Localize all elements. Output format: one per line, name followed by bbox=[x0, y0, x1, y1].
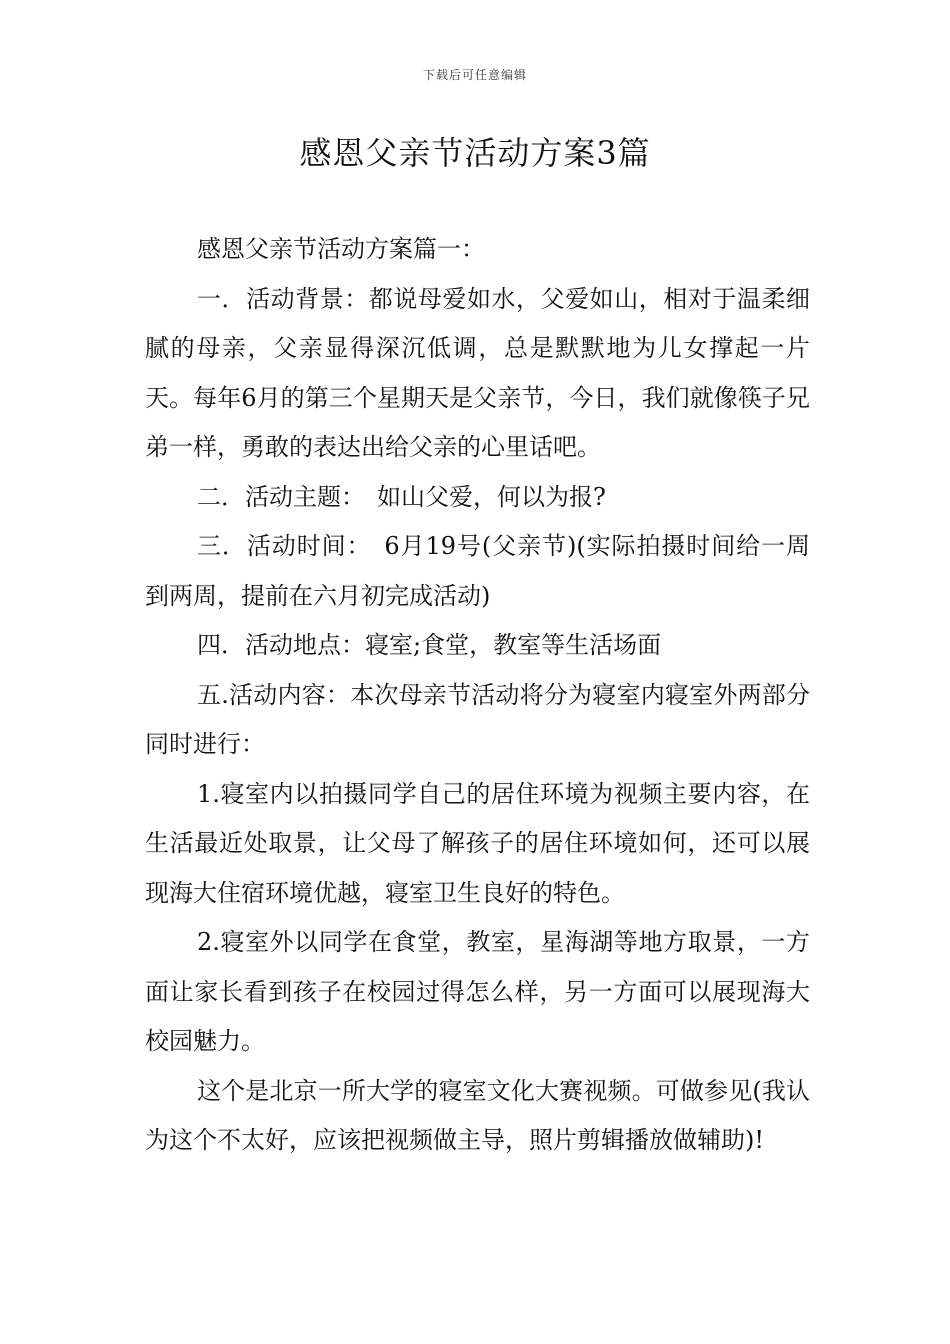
paragraph-activity-content: 五.活动内容：本次母亲节活动将分为寝室内寝室外两部分同时进行： bbox=[145, 680, 810, 758]
paragraph-activity-theme: 二．活动主题： 如山父爱，何以为报? bbox=[197, 482, 606, 511]
document-title: 感恩父亲节活动方案3篇 bbox=[299, 134, 651, 172]
header-note: 下载后可任意编辑 bbox=[422, 68, 527, 82]
document-body bbox=[145, 225, 810, 1166]
paragraph-activity-background: 一．活动背景：都说母爱如水，父爱如山，相对于温柔细腻的母亲，父亲显得深沉低调，总是默默地为儿女撑起一片天。每年6月的第三个星期天是父亲节，今日，我们就像筷子兄弟一样，勇敢的表达出给父亲的心里话吧。 bbox=[145, 284, 810, 461]
section-heading-plan-one: 感恩父亲节活动方案篇一： bbox=[197, 235, 485, 263]
paragraph-activity-time: 三．活动时间： 6月19号(父亲节)(实际拍摄时间给一周到两周，提前在六月初完成活动) bbox=[145, 532, 810, 610]
paragraph-content-item-1: 1.寝室内以拍摄同学自己的居住环境为视频主要内容，在生活最近处取景，让父母了解孩子的居住环境如何，还可以展现海大住宿环境优越，寝室卫生良好的特色。 bbox=[145, 779, 810, 907]
paragraph-content-item-2: 2.寝室外以同学在食堂，教室，星海湖等地方取景，一方面让家长看到孩子在校园过得怎么样，另一方面可以展现海大校园魅力。 bbox=[145, 928, 810, 1055]
paragraph-activity-location: 四．活动地点：寝室;食堂，教室等生活场面 bbox=[197, 631, 662, 659]
paragraph-reference-note: 这个是北京一所大学的寝室文化大赛视频。可做参见(我认为这个不太好，应该把视频做主导，照片剪辑播放做辅助)! bbox=[145, 1076, 810, 1154]
